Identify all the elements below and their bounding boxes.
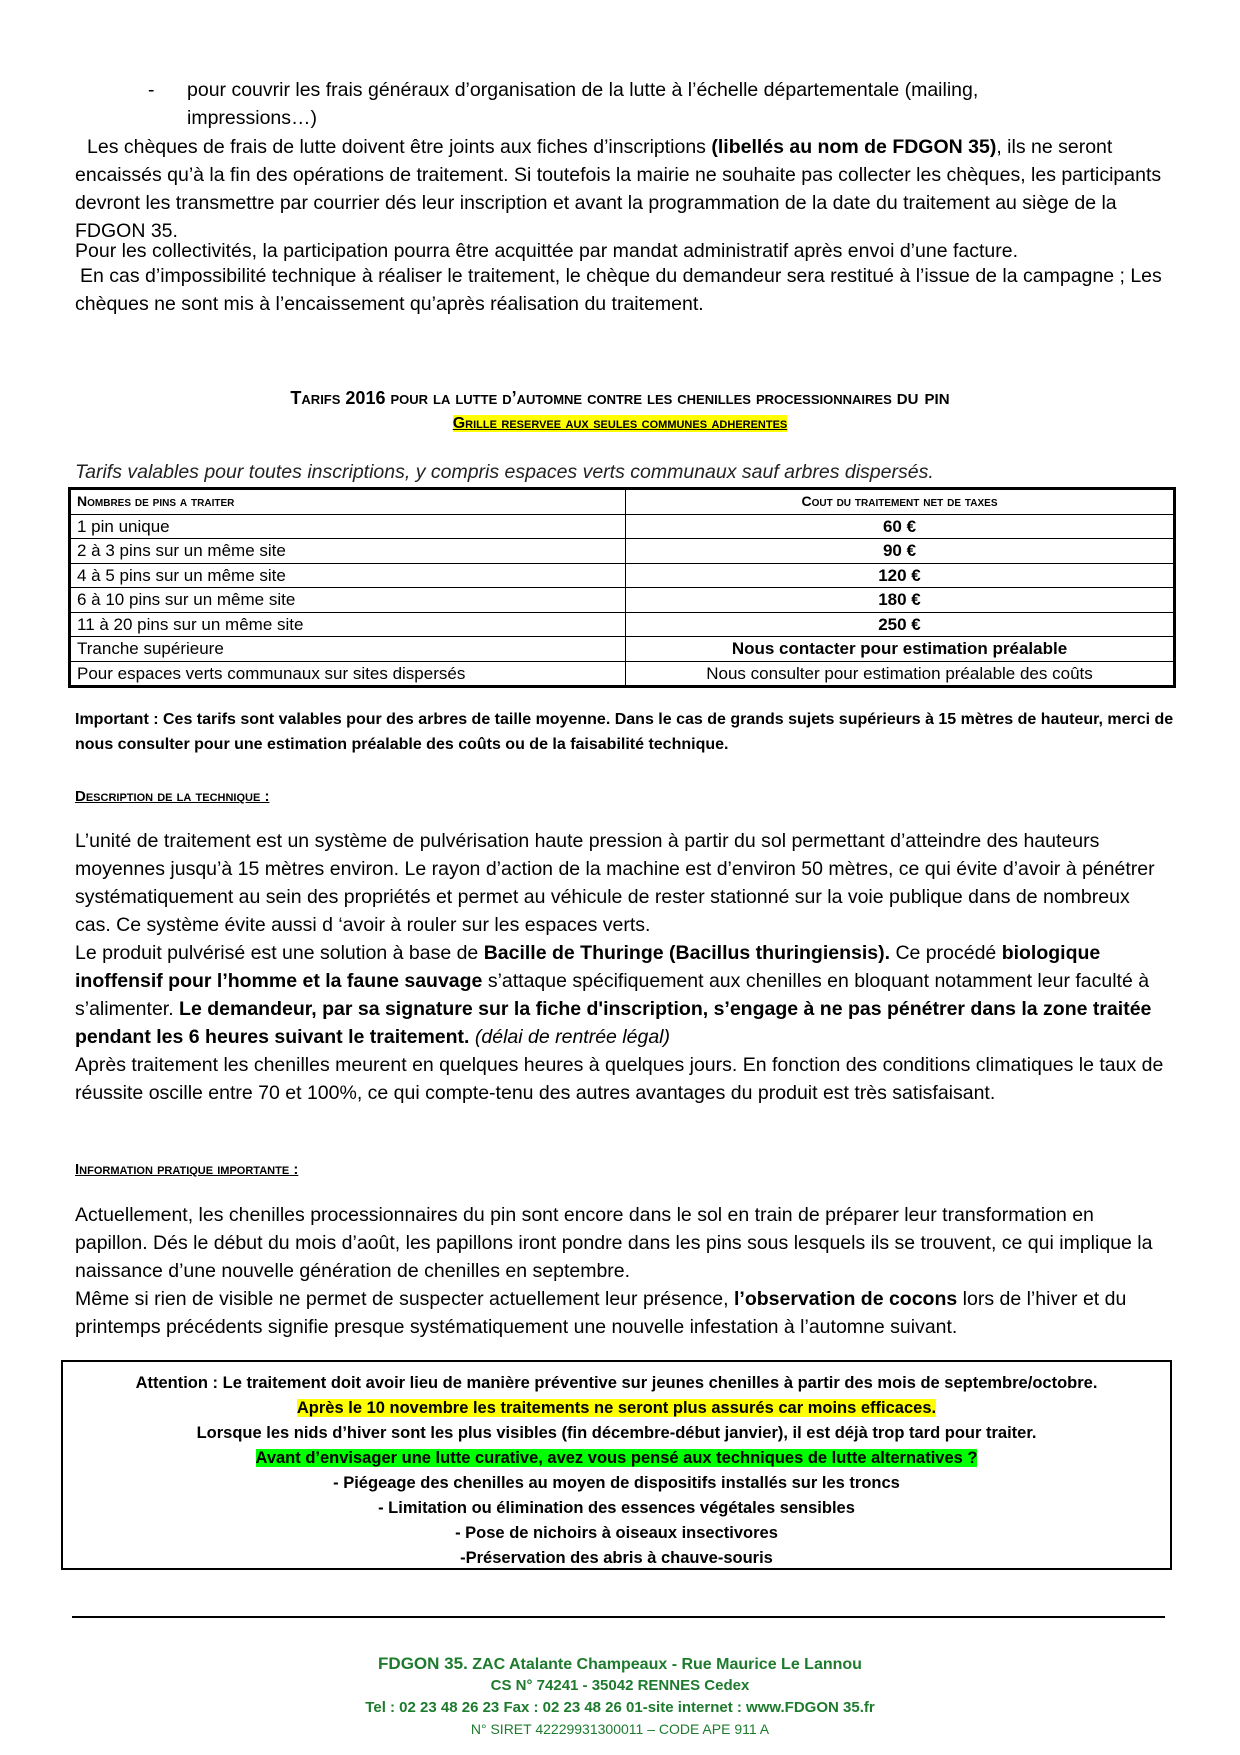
attention-line-2 — [63, 1396, 1170, 1421]
tarifs-table — [68, 487, 1176, 688]
table-cell-label: 1 pin unique — [70, 514, 626, 539]
paragraph-impossibilite: En cas d’impossibilité technique à réaliser le traitement, le chèque du demandeur sera restitué à l’issue de la campagne ; Les chèques ne sont mis à l’encaissement qu’après réalisation du traitement. — [75, 265, 1162, 315]
table-header-cell: Nombres de pins a traiter — [70, 489, 626, 515]
tarifs-subtitle-text: Grille reservee aux seules communes adherentes — [452, 415, 788, 432]
paragraph-collectivites: Pour les collectivités, la participation pourra être acquittée par mandat administratif après envoi d’une facture. — [75, 240, 1018, 262]
section-heading-technique — [75, 785, 269, 809]
footer-org: FDGON 35. — [378, 1654, 468, 1673]
table-cell-label: Pour espaces verts communaux sur sites dispersés — [70, 661, 626, 687]
table-cell-label: Tranche supérieure — [70, 637, 626, 662]
table-cell-price: 180 € — [626, 588, 1175, 613]
p2-g: (délai de rentrée légal) — [469, 1026, 671, 1048]
table-cell-label: 11 à 20 pins sur un même site — [70, 612, 626, 637]
table-cell-label: 4 à 5 pins sur un même site — [70, 563, 626, 588]
table-row — [70, 612, 1175, 637]
paragraph-cheques — [75, 133, 1165, 245]
info-p2-b: l’observation de cocons — [734, 1288, 958, 1310]
paragraph-technique-1: L’unité de traitement est un système de pulvérisation haute pression à partir du sol permettant d’atteindre des hauteurs moyennes jusqu’à 15 mètres environ. Le rayon d’action de la machine est d’environ 50 mètres, ce qui évite d’avoir à pénétrer systématiquement au sein des propriétés et permet au véhicule de rester stationné sur la voie publique dans de nombreux cas. Ce système évite aussi d ‘avoir à rouler sur les espaces verts. — [75, 830, 1155, 936]
table-row — [70, 588, 1175, 613]
attention-line-1: Attention : Le traitement doit avoir lieu de manière préventive sur jeunes chenilles à partir des mois de septembre/octobre. — [135, 1374, 1098, 1392]
p2-e: s’attaque spécifiquement aux chenilles en bloquant notamment leur faculté à s’alimenter. — [75, 970, 1150, 1020]
p2-f: Le demandeur, par sa signature sur la fiche d'inscription, s’engage à ne pas pénétrer dans la zone traitée pendant les 6 heures suivant le traitement. — [75, 998, 1152, 1048]
table-row — [70, 661, 1175, 687]
para1-text-c: , ils ne seront encaissés qu’à la fin des opérations de traitement. Si toutefois la mairie ne souhaite pas collecter les chèques, les participants devront les transmettre par courrier dés leur inscription et avant la programmation de la date du traitement au siège de la FDGON 35. — [75, 136, 1162, 242]
tarifs-title — [0, 384, 1240, 411]
paragraph-info-2 — [75, 1285, 1165, 1341]
table-cell-price: 90 € — [626, 539, 1175, 564]
table-header-cell: Cout du traitement net de taxes — [626, 489, 1175, 515]
footer-postal: CS N° 74241 - 35042 RENNES Cedex — [490, 1677, 750, 1694]
p2-a: Le produit pulvérisé est une solution à base de — [75, 942, 484, 964]
attention-line-3: Lorsque les nids d’hiver sont les plus visibles (fin décembre-début janvier), il est déjà trop tard pour traiter. — [196, 1424, 1037, 1442]
footer-divider — [72, 1616, 1165, 1618]
paragraph-technique-2 — [75, 939, 1165, 1051]
attention-line-2-text: Après le 10 novembre les traitements ne seront plus assurés car moins efficaces. — [296, 1399, 937, 1417]
section-heading-info-text: Information pratique importante — [75, 1161, 290, 1178]
table-cell-price: 120 € — [626, 563, 1175, 588]
important-note: Important : Ces tarifs sont valables pour des arbres de taille moyenne. Dans le cas de grands sujets supérieurs à 15 mètres de hauteur, merci de nous consulter pour une estimation préalable des coûts ou de la faisabilité technique. — [75, 711, 1174, 753]
p2-d: biologique inoffensif pour l’homme et la faune sauvage — [75, 942, 1101, 992]
table-cell-price: Nous consulter pour estimation préalable des coûts — [626, 661, 1175, 687]
alternative-item: - Piégeage des chenilles au moyen de dispositifs installés sur les troncs — [333, 1474, 900, 1492]
bullet-dash: - — [148, 79, 155, 101]
section-heading-info-suffix: : — [289, 1161, 299, 1178]
info-p2-a: Même si rien de visible ne permet de suspecter actuellement leur présence, — [75, 1288, 734, 1310]
table-row — [70, 514, 1175, 539]
table-row — [70, 563, 1175, 588]
bullet-text: pour couvrir les frais généraux d’organisation de la lutte à l’échelle départementale (mailing, impressions…) — [187, 79, 979, 129]
section-heading-technique-text: Description de la technique — [75, 788, 261, 805]
tarifs-subtitle — [0, 412, 1240, 436]
paragraph-info-1: Actuellement, les chenilles processionnaires du pin sont encore dans le sol en train de préparer leur transformation en papillon. Dés le début du mois d’août, les papillons iront pondre dans les pins sous lesquels ils se trouvent, ce qui implique la naissance d’une nouvelle génération de chenilles en septembre. — [75, 1204, 1153, 1282]
tarifs-title-a: Tarifs 2016 pour la lutte d’automne contre les chenilles processionnaires — [290, 388, 897, 408]
footer-contact: Tel : 02 23 48 26 23 Fax : 02 23 48 26 01-site internet : www.FDGON 35.fr — [365, 1699, 875, 1716]
attention-box — [61, 1360, 1172, 1570]
table-cell-price: 60 € — [626, 514, 1175, 539]
footer-address: ZAC Atalante Champeaux - Rue Maurice Le Lannou — [467, 1656, 862, 1673]
para1-text-b: (libellés au nom de FDGON 35) — [711, 136, 997, 158]
tarifs-note: Tarifs valables pour toutes inscriptions, y compris espaces verts communaux sauf arbres dispersés. — [75, 461, 934, 483]
p2-c: Ce procédé — [890, 942, 1002, 964]
attention-line-4-text: Avant d’envisager une lutte curative, avez vous pensé aux techniques de lutte alternatives ? — [255, 1449, 978, 1467]
section-heading-technique-suffix: : — [260, 788, 270, 805]
table-cell-label: 6 à 10 pins sur un même site — [70, 588, 626, 613]
paragraph-technique-3: Après traitement les chenilles meurent en quelques heures à quelques jours. En fonction des conditions climatiques le taux de réussite oscille entre 70 et 100%, ce qui compte-tenu des autres avantages du produit est très satisfaisant. — [75, 1054, 1164, 1104]
footer-address-line — [0, 1653, 1240, 1676]
tarifs-title-b: du pin — [896, 384, 950, 409]
info-p2-c: lors de l’hiver et du printemps précédents signifie presque systématiquement une nouvelle infestation à l’automne suivant. — [75, 1288, 1127, 1338]
table-row — [70, 539, 1175, 564]
section-heading-info — [75, 1158, 298, 1182]
alternative-item: - Pose de nichoirs à oiseaux insectivores — [455, 1524, 778, 1542]
alternative-item: - Limitation ou élimination des essences végétales sensibles — [378, 1499, 855, 1517]
para1-text-a: Les chèques de frais de lutte doivent être joints aux fiches d’inscriptions — [87, 136, 712, 158]
table-cell-label: 2 à 3 pins sur un même site — [70, 539, 626, 564]
alternative-item: -Préservation des abris à chauve-souris — [460, 1549, 773, 1567]
table-row — [70, 637, 1175, 662]
p2-b: Bacille de Thuringe (Bacillus thuringiensis). — [483, 942, 891, 964]
table-header-row — [70, 489, 1175, 515]
attention-line-4 — [63, 1446, 1170, 1471]
table-cell-price: Nous contacter pour estimation préalable — [626, 637, 1175, 662]
footer-siret: N° SIRET 42229931300011 – CODE APE 911 A — [470, 1721, 770, 1737]
table-cell-price: 250 € — [626, 612, 1175, 637]
